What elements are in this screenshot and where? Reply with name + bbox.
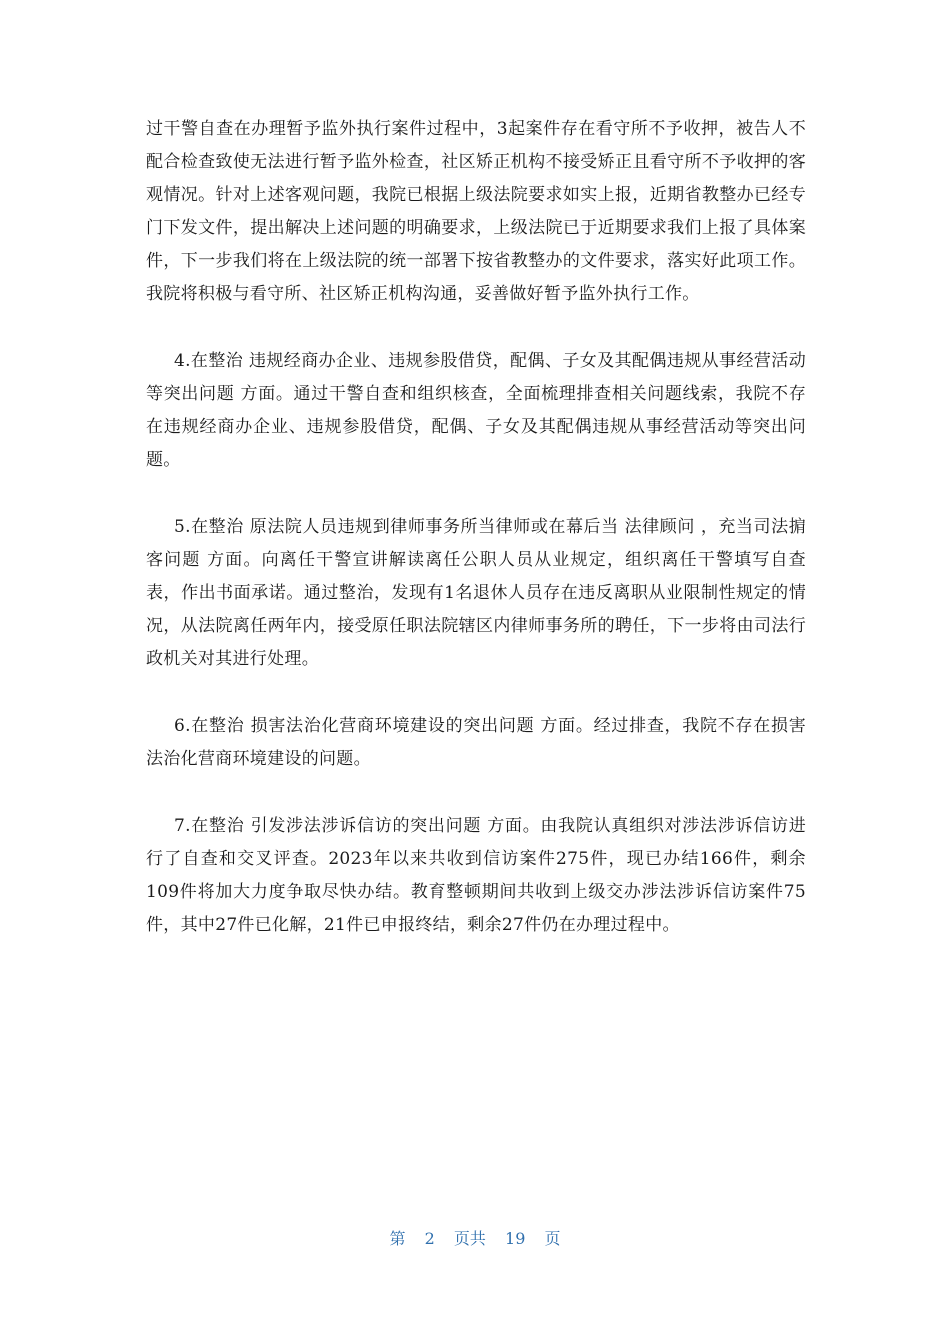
paragraph-spacer [146, 311, 806, 345]
paragraph-spacer [146, 776, 806, 810]
paragraph-item-6: 6.在整治 损害法治化营商环境建设的突出问题 方面。经过排查，我院不存在损害法治化营商环境建设的问题。 [146, 716, 806, 769]
footer-pages-end-label: 页 [544, 1229, 561, 1248]
paragraph-spacer [146, 477, 806, 511]
footer-total-pages: 19 [505, 1229, 526, 1248]
paragraph-spacer [146, 676, 806, 710]
paragraph-item-4: 4.在整治 违规经商办企业、违规参股借贷，配偶、子女及其配偶违规从事经营活动等突出问题 方面。通过干警自查和组织核查，全面梳理排查相关问题线索，我院不存在违规经商办企业、违规参股借贷，配偶、子女及其配偶违规从事经营活动等突出问题。 [146, 351, 806, 470]
document-body [146, 113, 806, 942]
footer-of-label: 页共 [453, 1229, 486, 1248]
paragraph-item-7: 7.在整治 引发涉法涉诉信访的突出问题 方面。由我院认真组织对涉法涉诉信访进行了自查和交叉评查。2023年以来共收到信访案件275件，现已办结166件，剩余109件将加大力度争取尽快办结。教育整顿期间共收到上级交办涉法涉诉信访案件75件，其中27件已化解，21件已申报终结，剩余27件仍在办理过程中。 [146, 816, 806, 935]
footer-current-page: 2 [424, 1229, 435, 1248]
footer-page-label: 第 [389, 1229, 406, 1248]
page-footer [0, 1226, 950, 1249]
paragraph-continuation: 过干警自查在办理暂予监外执行案件过程中，3起案件存在看守所不予收押，被告人不配合检查致使无法进行暂予监外检查，社区矫正机构不接受矫正且看守所不予收押的客观情况。针对上述客观问题，我院已根据上级法院要求如实上报，近期省教整办已经专门下发文件，提出解决上述问题的明确要求，上级法院已于近期要求我们上报了具体案件，下一步我们将在上级法院的统一部署下按省教整办的文件要求，落实好此项工作。我院将积极与看守所、社区矫正机构沟通，妥善做好暂予监外执行工作。 [146, 119, 806, 304]
paragraph-item-5: 5.在整治 原法院人员违规到律师事务所当律师或在幕后当 法律顾问 ，充当司法掮客问题 方面。向离任干警宣讲解读离任公职人员从业规定，组织离任干警填写自查表，作出书面承诺。通过整治，发现有1名退休人员存在违反离职从业限制性规定的情况，从法院离任两年内，接受原任职法院辖区内律师事务所的聘任，下一步将由司法行政机关对其进行处理。 [146, 517, 806, 669]
